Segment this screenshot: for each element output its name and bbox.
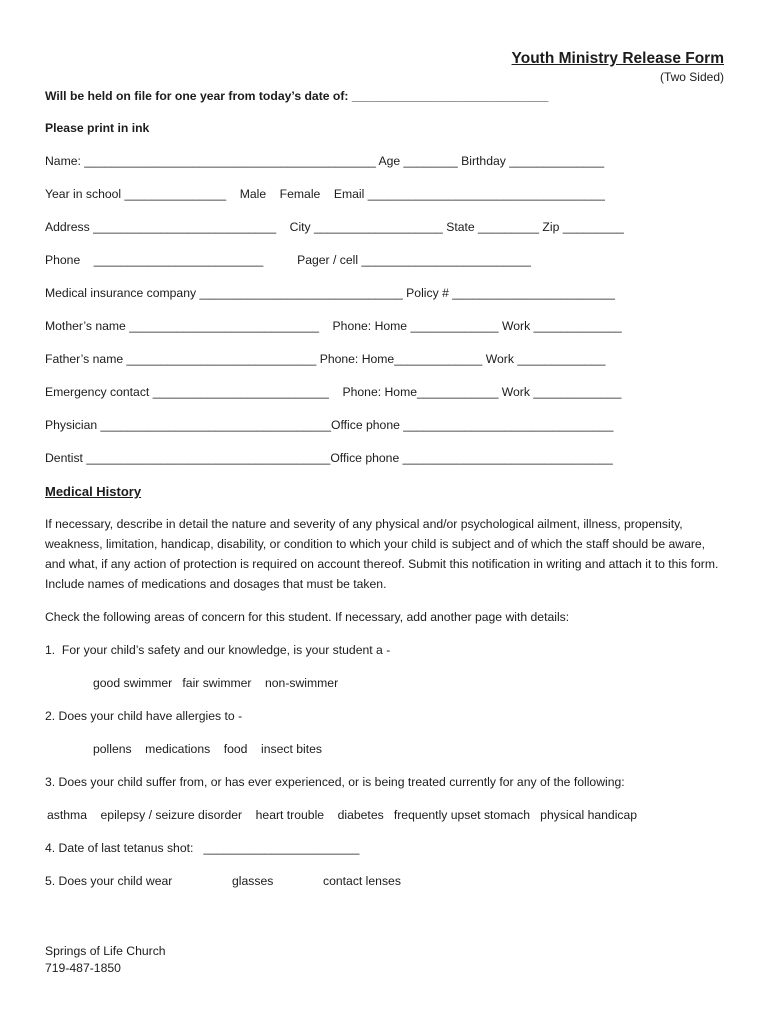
field-physician: Physician __________________________________Office phone _______________________________ bbox=[45, 418, 614, 432]
medical-history-heading: Medical History bbox=[45, 484, 142, 499]
question-1-options: good swimmer fair swimmer non-swimmer bbox=[93, 676, 339, 690]
question-3-options: asthma epilepsy / seizure disorder heart trouble diabetes frequently upset stomach physical handicap bbox=[47, 808, 638, 822]
field-phone-pager: Phone _________________________ Pager / cell _________________________ bbox=[45, 253, 531, 267]
field-dentist: Dentist ____________________________________Office phone _______________________________ bbox=[45, 451, 613, 465]
form-title: Youth Ministry Release Form bbox=[511, 50, 724, 67]
question-5-option-contacts: contact lenses bbox=[323, 874, 401, 888]
question-2: 2. Does your child have allergies to - bbox=[45, 709, 243, 723]
field-name-age-birthday: Name: ___________________________________________ Age ________ Birthday ______________ bbox=[45, 154, 605, 168]
question-2-options: pollens medications food insect bites bbox=[93, 742, 322, 756]
footer-church-name: Springs of Life Church bbox=[45, 944, 166, 958]
form-subtitle: (Two Sided) bbox=[659, 70, 724, 84]
check-intro: Check the following areas of concern for this student. If necessary, add another page with details: bbox=[45, 610, 570, 624]
question-5-option-glasses: glasses bbox=[232, 874, 274, 888]
medical-history-paragraph: If necessary, describe in detail the nature and severity of any physical and/or psychological ailment, illness, propensity, weakness, limitation, handicap, disability, or condition to which your child is subject and of which the staff should be aware, and what, if any action of protection is required on account thereof. Submit this notification in writing and attach it to this form. Include names of medications and dosages that must be taken. bbox=[45, 517, 719, 591]
question-5: 5. Does your child wear bbox=[45, 874, 173, 888]
field-insurance: Medical insurance company ______________________________ Policy # ________________________ bbox=[45, 286, 615, 300]
field-emergency-contact: Emergency contact __________________________ Phone: Home____________ Work _____________ bbox=[45, 385, 622, 399]
field-address: Address ___________________________ City ___________________ State _________ Zip _________ bbox=[45, 220, 624, 234]
field-school-gender-email: Year in school _______________ Male Female Email ___________________________________ bbox=[45, 187, 605, 201]
question-3: 3. Does your child suffer from, or has ever experienced, or is being treated currently for any of the following: bbox=[45, 775, 625, 789]
question-4: 4. Date of last tetanus shot: _______________________ bbox=[45, 841, 360, 855]
held-on-file-line: Will be held on file for one year from today’s date of: _____________________________ bbox=[45, 89, 549, 103]
footer-church-phone: 719-487-1850 bbox=[45, 961, 121, 975]
field-father: Father’s name ____________________________ Phone: Home_____________ Work _____________ bbox=[45, 352, 606, 366]
question-1: 1. For your child’s safety and our knowledge, is your student a - bbox=[45, 643, 391, 657]
field-mother: Mother’s name ____________________________ Phone: Home _____________ Work _____________ bbox=[45, 319, 622, 333]
print-in-ink-note: Please print in ink bbox=[45, 121, 150, 135]
